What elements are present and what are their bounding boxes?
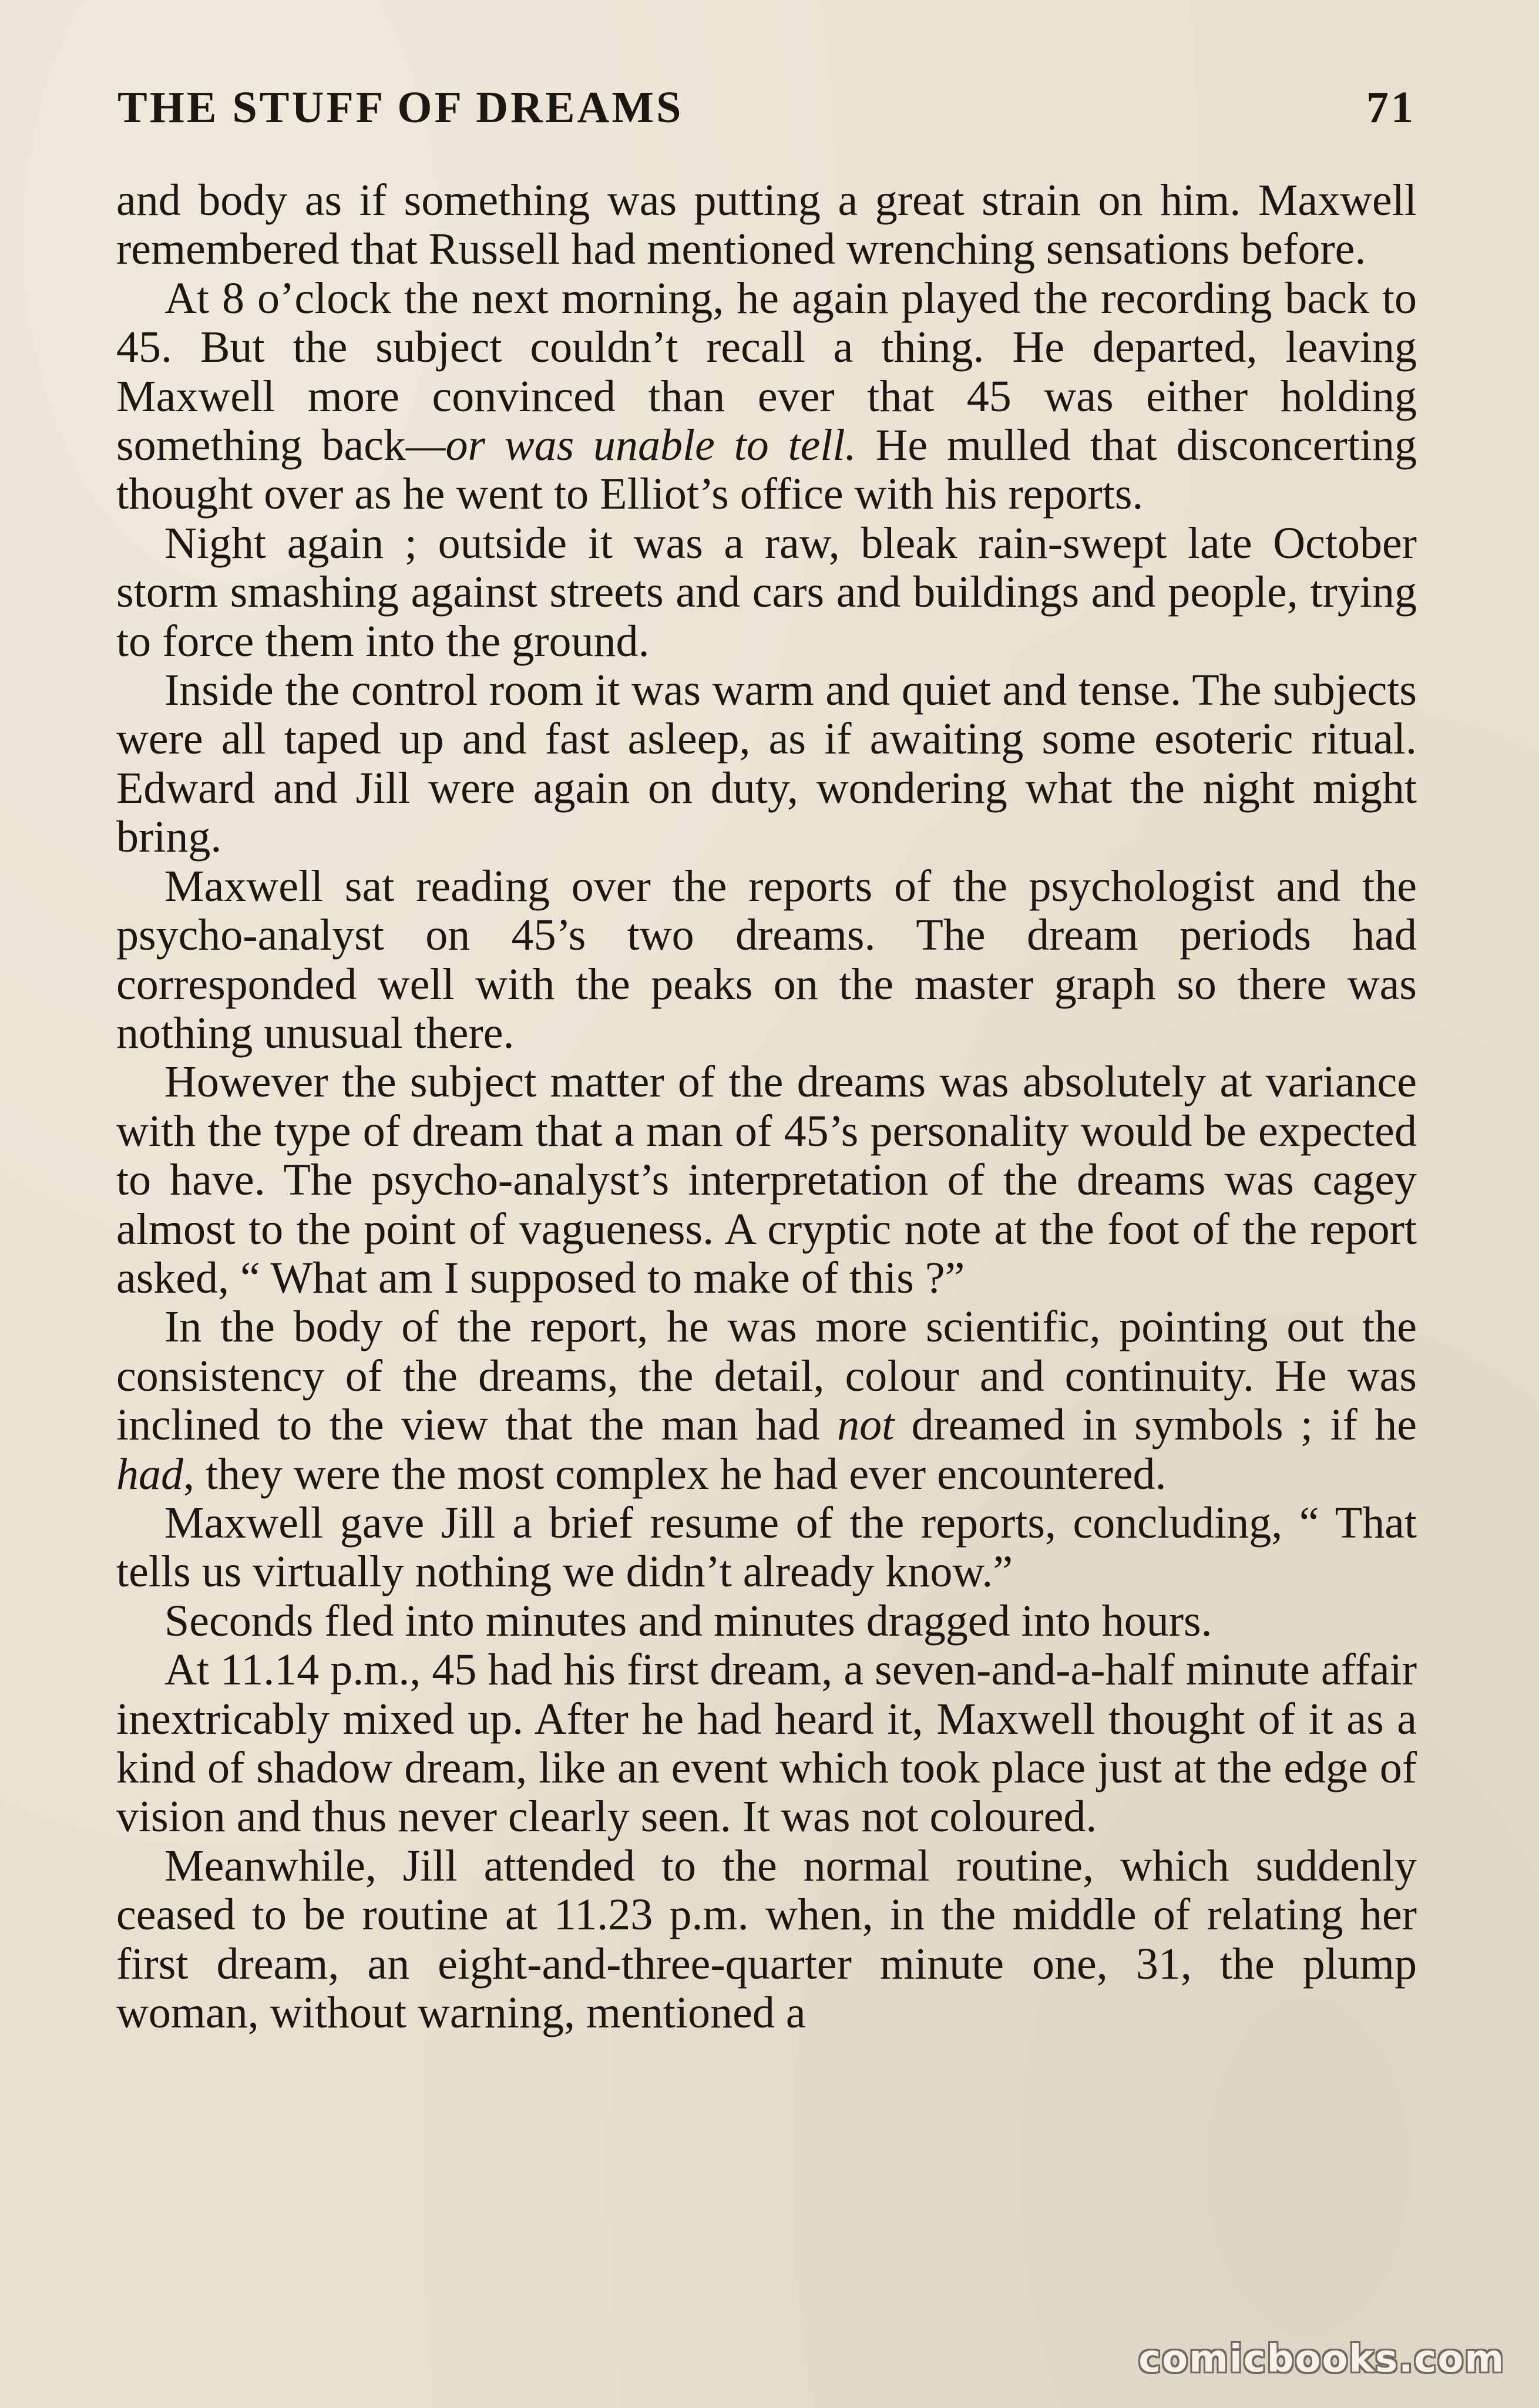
paragraph-10: At 11.14 p.m., 45 had his first dream, a seven-and-a-half minute affair inextricably mixed up. After he had heard it, Maxwell thought of it as a kind of shadow dream, like an event which took place just at the edge of vision and thus never clearly seen. It was not coloured. — [116, 1645, 1417, 1842]
emphasis-unable-to-tell: —or was unable to tell. — [405, 421, 856, 470]
body-text — [116, 176, 1417, 2037]
site-watermark: comicbooks.com — [1138, 2338, 1505, 2381]
running-header — [117, 82, 1416, 147]
paragraph-11: Meanwhile, Jill attended to the normal routine, which suddenly ceased to be routine at 11.23 p.m. when, in the middle of relating her first dream, an eight-and-three-quarter minute one, 31, the plump woman, without warning, mentioned a — [116, 1841, 1417, 2038]
paragraph-2: At 8 o’clock the next morning, he again played the recording back to 45. But the subject couldn’t recall a thing. He departed, leaving Maxwell more convinced than ever that 45 was either holding something back—or was unable to tell. He mulled that disconcerting thought over as he went to Elliot’s office with his reports. — [116, 273, 1417, 519]
chapter-title: THE STUFF OF DREAMS — [117, 83, 684, 132]
paragraph-1: and body as if something was putting a great strain on him. Maxwell remembered that Russell had mentioned wrenching sensations before. — [116, 176, 1417, 274]
paragraph-6: However the subject matter of the dreams was absolutely at variance with the type of dream that a man of 45’s personality would be expected to have. The psycho-analyst’s interpretation of the dreams was cagey almost to the point of vagueness. A cryptic note at the foot of the report asked, “ What am I supposed to make of this ?” — [116, 1057, 1417, 1303]
paragraph-7: In the body of the report, he was more scientific, pointing out the consistency of the dreams, the detail, colour and continuity. He was inclined to the view that the man had not dreamed in symbols ; if he had, they were the most complex he had ever encountered. — [116, 1302, 1417, 1499]
paragraph-9: Seconds fled into minutes and minutes dragged into hours. — [164, 1596, 1212, 1646]
page-number: 71 — [1366, 83, 1416, 132]
emphasis-not: not — [837, 1400, 895, 1450]
paragraph-5: Maxwell sat reading over the reports of the psychologist and the psycho-analyst on 45’s two dreams. The dream periods had corresponded well with the peaks on the master graph so there was nothing unusual there. — [116, 861, 1417, 1058]
paragraph-8: Maxwell gave Jill a brief resume of the reports, concluding, “ That tells us virtually nothing we didn’t already know.” — [116, 1498, 1417, 1597]
emphasis-had: had — [116, 1449, 183, 1499]
paragraph-3: Night again ; outside it was a raw, bleak rain-swept late October storm smashing against streets and cars and buildings and people, trying to force them into the ground. — [116, 518, 1417, 666]
paragraph-4: Inside the control room it was warm and quiet and tense. The subjects were all taped up and fast asleep, as if awaiting some esoteric ritual. Edward and Jill were again on duty, wondering what the night might bring. — [116, 665, 1417, 862]
